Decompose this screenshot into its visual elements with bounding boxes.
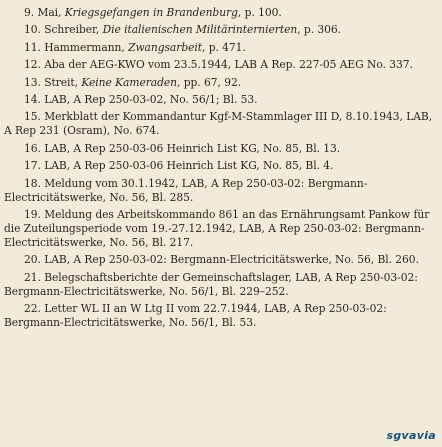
endnote-number: 10. bbox=[24, 23, 41, 37]
endnote bbox=[4, 58, 438, 72]
endnote-text: Mai, bbox=[34, 6, 65, 19]
watermark-logo: sgvavia bbox=[386, 429, 436, 442]
endnote-number: 16. bbox=[24, 141, 41, 155]
endnote-title: Keine Kameraden bbox=[81, 75, 178, 89]
endnote bbox=[4, 6, 438, 20]
endnote-text: , pp. 67, 92. bbox=[177, 75, 242, 89]
endnote-text: Meldung des Arbeitskommando 861 an das Ernährungsamt Pankow für die Zuteilungsperiode vom 19.-27.12.1942, LAB, A Rep 250-03-02: Bergmann-Electricitätswerke, No. 56, Bl. 217. bbox=[4, 207, 430, 249]
endnote-number: 12. bbox=[24, 58, 41, 72]
endnote bbox=[4, 208, 438, 250]
endnote bbox=[4, 271, 438, 299]
endnote-text: , p. 306. bbox=[297, 23, 341, 37]
endnote-text: , p. 471. bbox=[202, 40, 246, 54]
endnote-title: Kriegsgefangen in Brandenburg bbox=[64, 6, 238, 19]
endnote-number: 11. bbox=[24, 40, 41, 54]
endnote bbox=[4, 41, 438, 55]
endnote-number: 9. bbox=[24, 6, 35, 19]
endnote bbox=[4, 177, 438, 205]
endnote-text: LAB, A Rep 250-03-02: Bergmann-Electricitätswerke, No. 56, Bl. 260. bbox=[40, 253, 419, 267]
endnote-number: 17. bbox=[24, 159, 41, 173]
endnote-text: , p. 100. bbox=[237, 6, 282, 19]
endnote bbox=[4, 76, 438, 90]
endnote-number: 21. bbox=[24, 270, 41, 284]
endnote bbox=[4, 142, 438, 156]
endnote-text: LAB, A Rep 250-03-06 Heinrich List KG, No. 85, Bl. 13. bbox=[40, 141, 341, 155]
endnote-title: Die italienischen Militärinternierten bbox=[102, 23, 298, 37]
endnote-text: Meldung vom 30.1.1942, LAB, A Rep 250-03-02: Bergmann-Electricitätswerke, No. 56, Bl. 285. bbox=[4, 176, 368, 204]
endnote bbox=[4, 253, 438, 267]
endnote-text: Streit, bbox=[40, 75, 82, 89]
endnote-number: 15. bbox=[24, 110, 41, 124]
endnote bbox=[4, 302, 438, 330]
endnotes-list bbox=[4, 6, 438, 330]
endnote-number: 18. bbox=[24, 176, 41, 190]
endnote-text: LAB, A Rep 250-03-02, No. 56/1; Bl. 53. bbox=[40, 92, 258, 106]
endnote bbox=[4, 93, 438, 107]
endnote bbox=[4, 159, 438, 173]
endnote-text: Letter WL II an W Ltg II vom 22.7.1944, LAB, A Rep 250-03-02: Bergmann-Electricitätswerke, No. 56/1, Bl. 53. bbox=[4, 302, 387, 330]
endnote-number: 13. bbox=[24, 75, 41, 89]
endnote-text: Hammermann, bbox=[40, 40, 129, 54]
endnote-text: Aba der AEG-KWO vom 23.5.1944, LAB A Rep. 227-05 AEG No. 337. bbox=[40, 58, 413, 72]
endnote bbox=[4, 23, 438, 37]
endnote-number: 14. bbox=[24, 92, 41, 106]
endnote-text: Belegschaftsberichte der Gemeinschaftslager, LAB, A Rep 250-03-02: Bergmann-Electricitätswerke, No. 56/1, Bl. 229–252. bbox=[4, 270, 418, 298]
endnote-number: 20. bbox=[24, 253, 41, 267]
endnote-number: 22. bbox=[24, 302, 41, 316]
endnote-text: Schreiber, bbox=[40, 23, 103, 37]
endnote-number: 19. bbox=[24, 207, 41, 221]
endnote-title: Zwangsarbeit bbox=[128, 40, 202, 54]
endnote bbox=[4, 110, 438, 138]
endnote-text: Merkblatt der Kommandantur Kgf-M-Stammlager III D, 8.10.1943, LAB, A Rep 231 (Osram), No. 674. bbox=[4, 110, 433, 138]
endnote-text: LAB, A Rep 250-03-06 Heinrich List KG, No. 85, Bl. 4. bbox=[40, 159, 334, 173]
